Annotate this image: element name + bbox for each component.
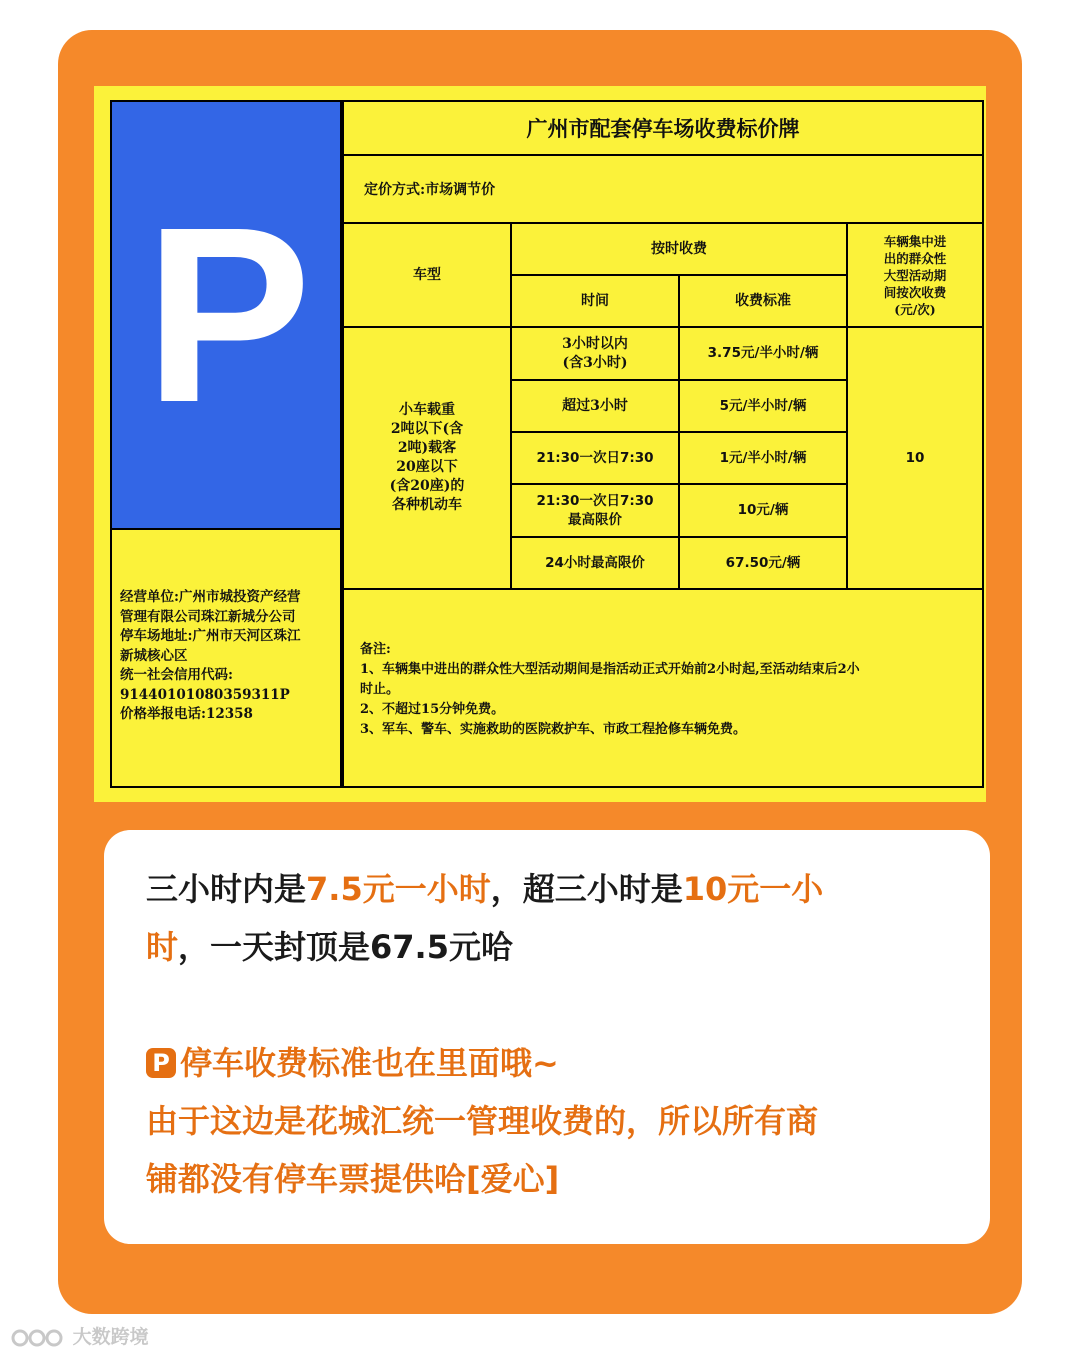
event-fee-header bbox=[846, 222, 984, 328]
caption-line-2 bbox=[146, 918, 950, 976]
time-cell: 24小时最高限价 bbox=[510, 536, 680, 590]
caption-text: 停车收费标准也在里面哦~ bbox=[180, 1044, 559, 1082]
time-cell bbox=[510, 483, 680, 538]
time-line: 最高限价 bbox=[568, 511, 622, 528]
price-cell: 10元/辆 bbox=[678, 483, 848, 538]
notes-line: 3、军车、警车、实施救助的医院救护车、市政工程抢修车辆免费。 bbox=[360, 722, 747, 737]
operator-line: 经营单位:广州市城投资产经营 bbox=[120, 589, 301, 605]
notes-line: 1、车辆集中进出的群众性大型活动期间是指活动正式开始前2小时起,至活动结束后2小 bbox=[360, 662, 860, 677]
caption-highlight: 7.5元一小时 bbox=[306, 870, 491, 908]
caption-text: ，超三小时是 bbox=[490, 870, 683, 908]
vehicle-line: 2吨以下(含 bbox=[390, 421, 464, 437]
time-cell bbox=[510, 326, 680, 381]
sign-title: 广州市配套停车场收费标价牌 bbox=[342, 100, 984, 156]
time-header: 时间 bbox=[510, 274, 680, 328]
operator-line: 新城核心区 bbox=[120, 647, 188, 664]
price-cell: 1元/半小时/辆 bbox=[678, 431, 848, 485]
caption-line-3 bbox=[146, 1034, 950, 1092]
event-header-line: 大型活动期 bbox=[883, 267, 947, 283]
parking-p-panel bbox=[110, 100, 342, 530]
operator-line: 91440101080359311P bbox=[120, 686, 290, 703]
operator-line: 价格举报电话:12358 bbox=[120, 706, 253, 722]
caption-gap bbox=[146, 976, 950, 1034]
notes-section bbox=[342, 588, 984, 788]
time-line: 21:30一次日7:30 bbox=[536, 492, 654, 509]
operator-line: 停车场地址:广州市天河区珠江 bbox=[120, 628, 301, 644]
operator-line: 管理有限公司珠江新城分公司 bbox=[120, 608, 296, 625]
notes-line: 时止。 bbox=[360, 682, 400, 697]
parking-p-badge-icon: P bbox=[146, 1048, 176, 1078]
event-header-line: 出的群众性 bbox=[883, 250, 947, 266]
caption-line-5: 铺都没有停车票提供哈[爱心] bbox=[146, 1160, 560, 1198]
watermark-text: 大数跨境 bbox=[72, 1326, 149, 1348]
vehicle-line: 各种机动车 bbox=[392, 497, 462, 513]
caption-text: ，一天封顶是67.5元哈 bbox=[178, 928, 513, 966]
price-cell: 3.75元/半小时/辆 bbox=[678, 326, 848, 381]
event-header-line: (元/次) bbox=[894, 301, 936, 317]
caption-highlight-partial bbox=[146, 928, 513, 966]
fee-table bbox=[342, 100, 984, 788]
vehicle-line: (含20座)的 bbox=[389, 478, 465, 494]
pricing-method: 定价方式:市场调节价 bbox=[342, 154, 984, 224]
event-price-cell: 10 bbox=[846, 326, 984, 590]
vehicle-line: 2吨)载客 bbox=[397, 440, 457, 456]
caption-line-1 bbox=[146, 860, 950, 918]
vehicle-line: 小车载重 bbox=[399, 402, 455, 418]
price-cell: 67.50元/辆 bbox=[678, 536, 848, 590]
watermark bbox=[10, 1322, 149, 1349]
caption-box bbox=[104, 830, 990, 1244]
operator-line: 统一社会信用代码: bbox=[120, 667, 233, 683]
time-line: 3小时以内 bbox=[562, 335, 628, 352]
time-cell: 超过3小时 bbox=[510, 379, 680, 433]
event-header-line: 车辆集中进 bbox=[883, 233, 947, 249]
event-header-line: 间按次收费 bbox=[883, 284, 947, 300]
watermark-logo-icon bbox=[10, 1327, 66, 1349]
caption-line-4: 由于这边是花城汇统一管理收费的，所以所有商 bbox=[146, 1102, 819, 1140]
caption-highlight: 时 bbox=[146, 928, 179, 966]
vehicle-type-header: 车型 bbox=[342, 222, 512, 328]
caption-text: 三小时内是 bbox=[146, 870, 307, 908]
parking-p-icon: P bbox=[144, 175, 312, 454]
vehicle-line: 20座以下 bbox=[396, 459, 458, 475]
caption-highlight: 10元一小 bbox=[682, 870, 824, 908]
hourly-header: 按时收费 bbox=[510, 222, 848, 276]
time-cell: 21:30一次日7:30 bbox=[510, 431, 680, 485]
standard-header: 收费标准 bbox=[678, 274, 848, 328]
time-line: (含3小时) bbox=[562, 354, 628, 371]
operator-info bbox=[110, 530, 342, 788]
notes-line: 2、不超过15分钟免费。 bbox=[360, 702, 505, 717]
vehicle-description bbox=[342, 326, 512, 590]
price-cell: 5元/半小时/辆 bbox=[678, 379, 848, 433]
notes-line: 备注: bbox=[360, 642, 391, 657]
